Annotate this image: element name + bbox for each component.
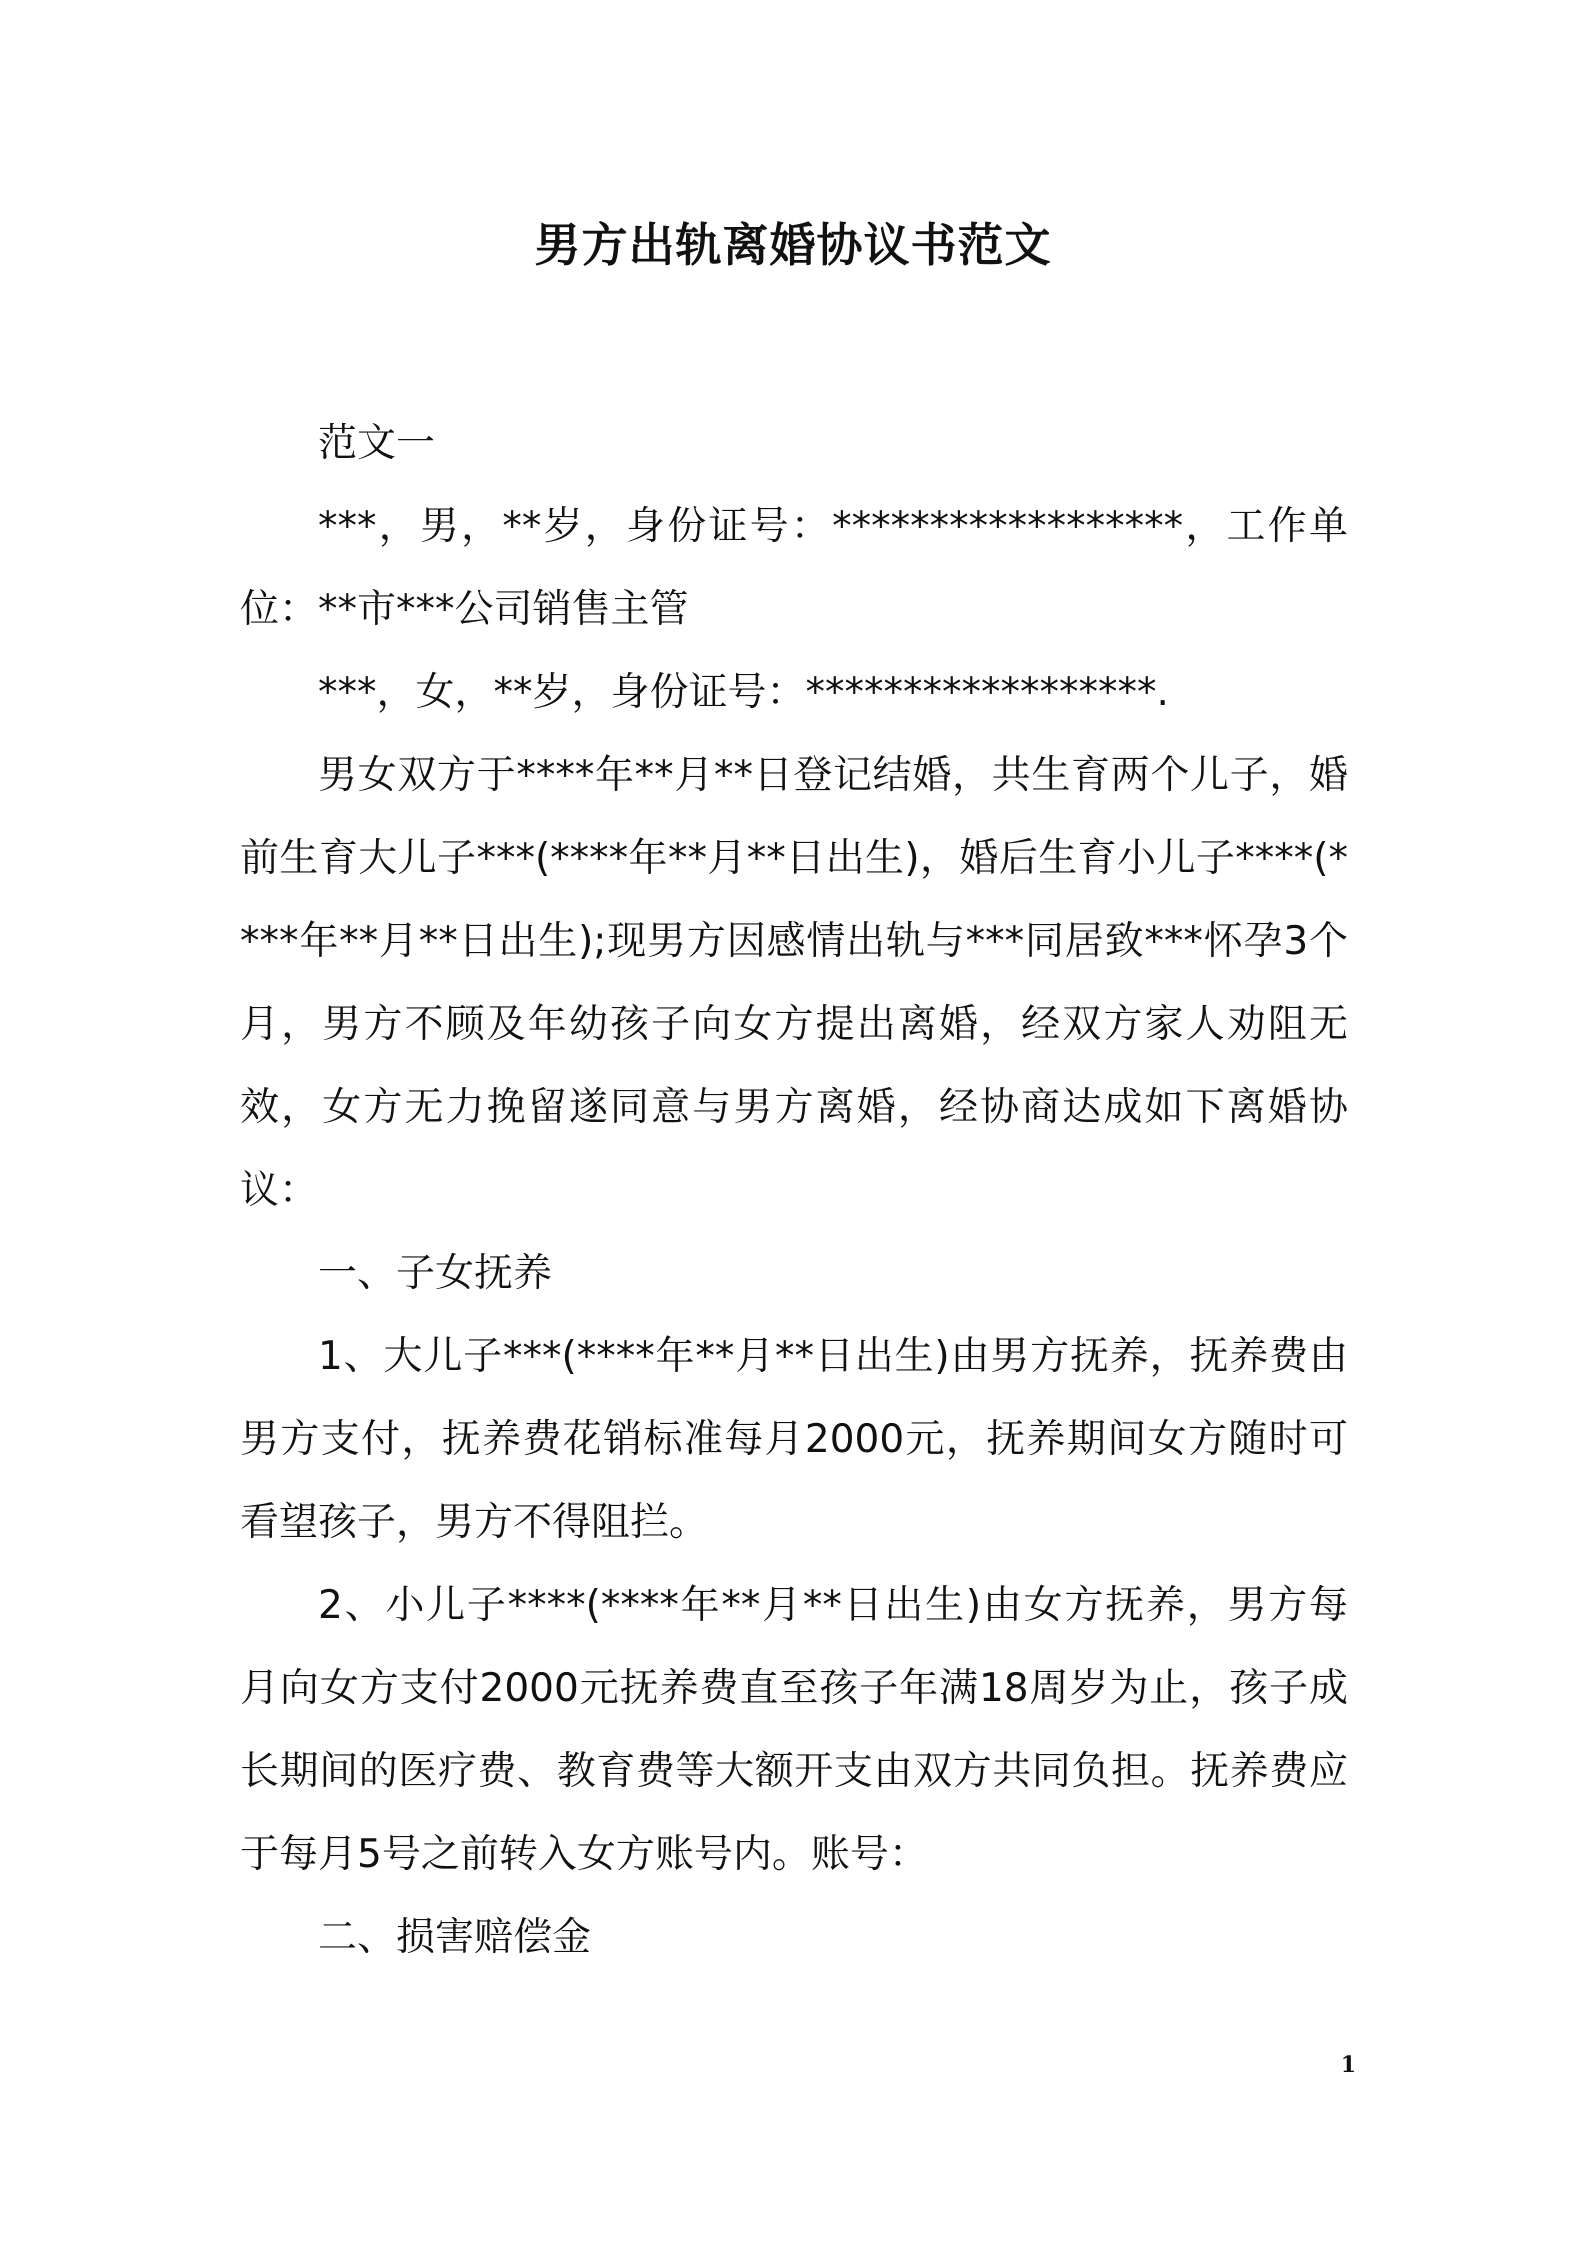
clause-elder-son-custody: 1、大儿子***(****年**月**日出生)由男方抚养，抚养费由男方支付，抚养费花销标准每月2000元，抚养期间女方随时可看望孩子，男方不得阻拦。: [240, 1334, 1348, 1545]
page-number: 1: [1340, 2052, 1356, 2078]
document-body: [240, 402, 1348, 1979]
marriage-background-paragraph: 男女双方于****年**月**日登记结婚，共生育两个儿子，婚前生育大儿子***(****年**月**日出生)，婚后生育小儿子****(****年**月**日出生);现男方因感情出轨与***同居致***怀孕3个月，男方不顾及年幼孩子向女方提出离婚，经双方家人劝阻无效，女方无力挽留遂同意与男方离婚，经协商达成如下离婚协议：: [240, 753, 1348, 1213]
party-male-info: ***，男，**岁，身份证号：******************，工作单位：**市***公司销售主管: [240, 504, 1348, 632]
section-heading-child-custody: 一、子女抚养: [318, 1251, 553, 1296]
section-heading-compensation: 二、损害赔偿金: [318, 1915, 592, 1960]
section-label-sample-one: 范文一: [318, 421, 436, 466]
clause-younger-son-custody: 2、小儿子****(****年**月**日出生)由女方抚养，男方每月向女方支付2000元抚养费直至孩子年满18周岁为止，孩子成长期间的医疗费、教育费等大额开支由双方共同负担。抚养费应于每月5号之前转入女方账号内。账号：: [240, 1583, 1348, 1877]
party-female-info: ***，女，**岁，身份证号：******************.: [318, 670, 1169, 715]
document-title: 男方出轨离婚协议书范文: [534, 218, 1052, 272]
